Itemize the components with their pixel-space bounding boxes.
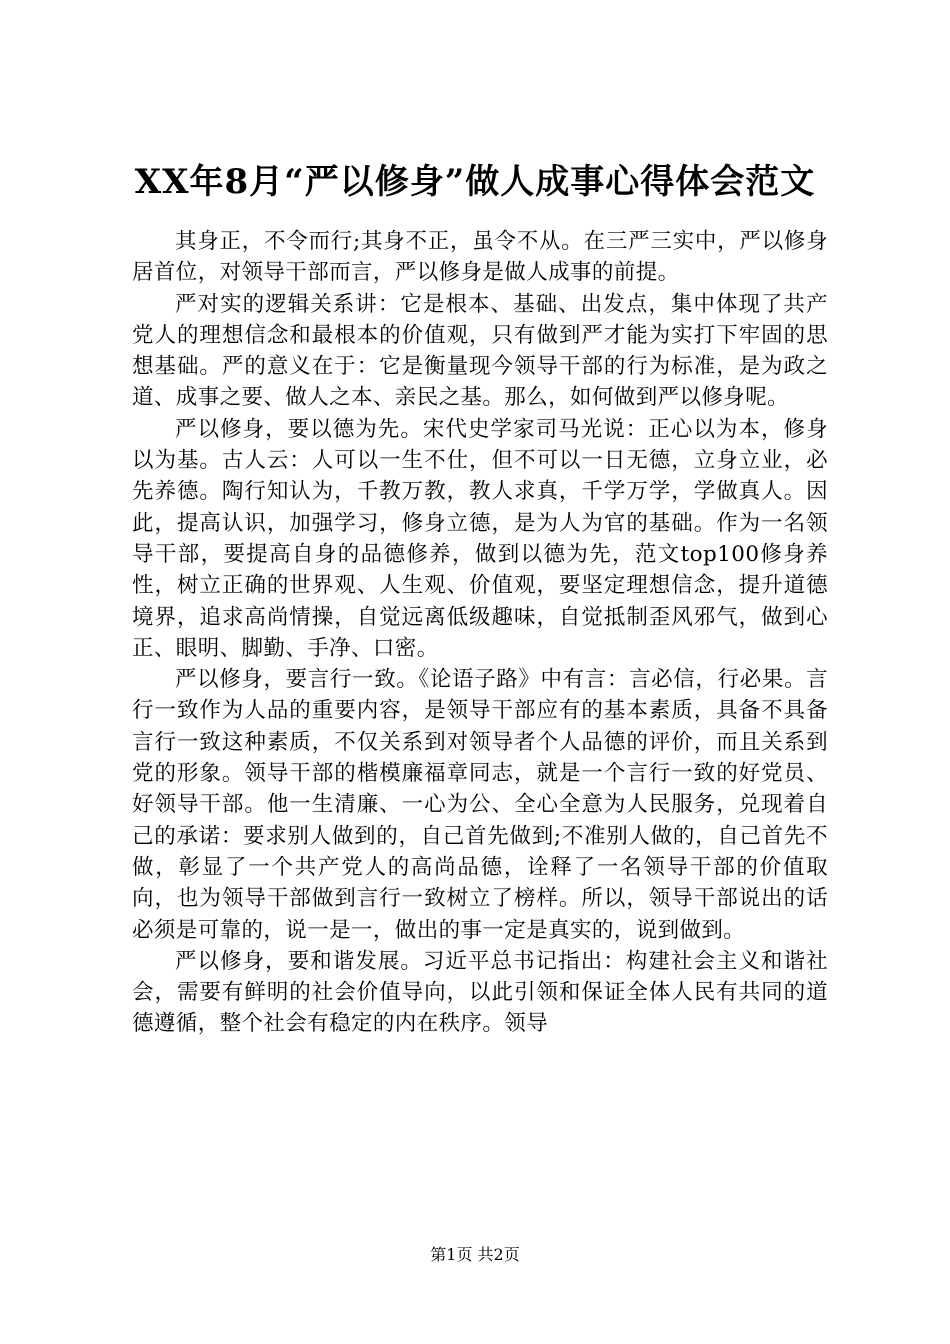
- paragraph-2: 严对实的逻辑关系讲：它是根本、基础、出发点，集中体现了共产党人的理想信念和最根本的价值观，只有做到严才能为实打下牢固的思想基础。严的意义在于：它是衡量现今领导干部的行为标准，是为政之道、成事之要、做人之本、亲民之基。那么，如何做到严以修身呢。: [132, 291, 828, 411]
- paragraph-5: 严以修身，要和谐发展。习近平总书记指出：构建社会主义和谐社会，需要有鲜明的社会价值导向，以此引领和保证全体人民有共同的道德遵循，整个社会有稳定的内在秩序。领导: [132, 948, 828, 1037]
- paragraph-4: 严以修身，要言行一致。《论语子路》中有言：言必信，行必果。言行一致作为人品的重要内容，是领导干部应有的基本素质，具备不具备言行一致这种素质，不仅关系到对领导者个人品德的评价，而且关系到党的形象。领导干部的楷模廉福章同志，就是一个言行一致的好党员、好领导干部。他一生清廉、一心为公、全心全意为人民服务，兑现着自己的承诺：要求别人做到的，自己首先做到;不准别人做的，自己首先不做，彰显了一个共产党人的高尚品德，诠释了一名领导干部的价值取向，也为领导干部做到言行一致树立了榜样。所以，领导干部说出的话必须是可靠的，说一是一，做出的事一定是真实的，说到做到。: [132, 667, 828, 943]
- paragraph-3: 严以修身，要以德为先。宋代史学家司马光说：正心以为本，修身以为基。古人云：人可以一生不仕，但不可以一日无德，立身立业，必先养德。陶行知认为，千教万教，教人求真，千学万学，学做真人。因此，提高认识，加强学习，修身立德，是为人为官的基础。作为一名领导干部，要提高自身的品德修养，做到以德为先，范文top100修身养性，树立正确的世界观、人生观、价值观，要坚定理想信念，提升道德境界，追求高尚情操，自觉远离低级趣味，自觉抵制歪风邪气，做到心正、眼明、脚勤、手净、口密。: [132, 416, 828, 661]
- paragraph-1: 其身正，不令而行;其身不正，虽令不从。在三严三实中，严以修身居首位，对领导干部而言，严以修身是做人成事的前提。: [132, 229, 828, 286]
- document-body: [132, 226, 828, 1040]
- page-number-footer: 第1页 共2页: [430, 1245, 520, 1264]
- document-title: XX年8月“严以修身”做人成事心得体会范文: [134, 162, 816, 202]
